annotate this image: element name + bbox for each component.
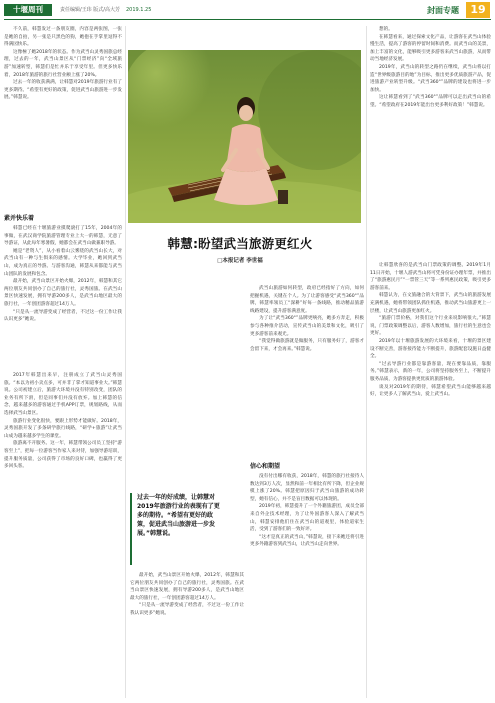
article-photo [128,50,361,223]
issue-date: 2019.1.25 [125,7,152,13]
paragraph: 武当山旅游如何转型，政府已经指好了方向，如何把握机遇，关键在个人。为了让游客感受“武当360°”品牌，韩慧率领员工“深耕”好每一条线路，推动精品旅游线路建设，提升游客满意度。 [250,286,364,314]
article-column-2 [130,572,244,698]
paragraph: 这让韩慧看到了“武当360°”品牌可以走出武当山的希望。“希望政府在2019年能出台更多利好政策！”韩慧说。 [370,95,491,108]
paragraph: 旅游行业变化很快，要跟上形势才能做好。2018年，灵秀国旅开发了多条研学旅行线路，“研学+旅游”让武当山成为越来越多学生的课堂。 [4,418,122,439]
paragraph: 2019年，武当山的转型之路仍在继续，武当山将以打造“世界级旅游目的地”为目标，推出更多优质旅游产品，促进旅游产业转型升级。“武当360°”品牌的建设也将进一步加快。 [370,64,491,93]
paragraph: “这才是真正的武当山，”韩慧说，接下来她还将引进更多外籍游客到武当山，让武当山走向世界。 [250,534,364,548]
column-divider [125,26,126,698]
section-title: 封面专题 [427,6,459,15]
paragraph: 为了让“武当360°”品牌更响亮，她多方奔走，积极参与各种推介活动，宣传武当山的美景和文化，吸引了更多游客前来观光。 [250,316,364,337]
paragraph: 2019年以十堰旅游发展的大环境来看，十堰的景区建设不断完善，游客接待能力不断提升，旅游配套设施日益健全。 [370,338,491,360]
paragraph: 不久前，韩慧发过一条朋友圈，内容是两张图，一张是她的自拍，另一张是只黑色的狗，她抱在手掌里逗得不得满园快乐。 [4,27,122,48]
header-rule [4,19,491,20]
paragraph: 旅游离不开服务。这一年，韩慧带领公司员工坚持“游客至上”，把每一位游客当作家人来对待，加强导游培训，提升服务质量，公司获得了市场的良好口碑，也赢得了更多回头客。 [4,441,122,470]
paragraph: 想的。 [379,27,393,32]
guzheng-player-photo [128,50,361,223]
article-column-3 [250,285,364,460]
article-column-1c [4,372,122,698]
editor-credits [60,6,151,13]
article-column-5 [370,26,491,260]
article-column-1 [4,26,122,212]
article-column-1b [4,212,122,372]
paragraph: 韩慧已经在十堰旅游业摸爬滚打了15年，2004年的事做，在武汉商学院旅游管理专业上大一的韩慧，无意了导游证，从此每年寒暑假，她都会在武当山做兼职导游。 [4,226,122,247]
article-column-5b [370,262,491,698]
paragraph: 在韩慧看来，通过探索文化产品，让游客在武当山体验慢生活，提高了游客的停留时间和消费。而武当山的美景，加上丰富的文化，能够吸引更多游客来武当山旅游，从而带动当地经济发展。 [370,34,491,63]
paragraph: 她是“老资人”，从小看着山云雾绕的武当山长大，对武当山有一种与生俱来的感情。大学毕业，她回到武当山，成为真正的导游。与游客沟通，韩慧从来都能与武当山团队的发展和包含。 [4,248,122,277]
paragraph: 韩慧认为，在文旅融合的大背景下，武当山的旅游发展充满机遇，她将带领团队抓住机遇，推动武当山旅游更上一层楼，让武当山旅游更加红火。 [370,293,491,314]
pull-quote-text: 过去一年的好成绩，让韩慧对2019年旅游行业的表现有了更多的期待。“希望有更好的政策，促进武当山旅游进一步发展。”韩慧说。 [137,494,220,537]
pull-quote [130,493,224,565]
paragraph: 过去一年的收获满满，让韩慧对2019年旅游行业有了更多期待。“希望有更好的政策，促进武当山旅游进一步发展。”韩慧说。 [4,80,122,101]
article-column-4 [250,460,364,698]
editor-line: 责任编辑/王玮 版式/高大芳 [60,7,120,13]
paragraph: “我觉得做旅游就是做服务，只有服务好了，游客才会留下来，才会再来。”韩慧说。 [250,339,364,352]
paragraph: 2019年初，韩慧提升了一个外籍旅游团，成员全部来自外企技术经理，为了让外国游客人深入了解武当山，韩慧安排他们住在武当山的道观里，体验道家生活，受到了游客们的一致好评。 [250,504,364,533]
article-title: 韩慧:盼望武当旅游更红火 [167,236,313,251]
paragraph: 谈及对2019年的期待，韩慧希望武当山能够越来越好，让更多人了解武当山，爱上武当山。 [370,384,491,398]
paragraph: “旅游门票价格，对我们这个行业来说影响很大。”韩慧说，门票政策调整以后，游客人数增加，旅行社的生意也会更好。 [370,316,491,337]
page-header [0,0,495,20]
subheading-2: 信心和期望 [250,463,281,470]
paragraph: 没有付出哪有收获，2018年，韩慧的旅行社接待人数达到3万人次，显然和前一年相比有所下降，但企业规模上涨了20%。韩慧把原因归于武当山旅游的成功转型，她有信心，并不是盲目数据可以体现的。 [250,474,364,502]
paragraph: 这像極了她2018年的状态。作为武当山灵秀国旅总经理，过去的一年，武当山景区从“门票经济”向“全域旅游”加速转型，韩慧们是忙并乐于享受年里。但更多快乐着，2018年旅游的旅行社营业额上涨了20%。 [4,49,122,78]
paragraph: 最开始，武当山景区开始火爆，2012年，韩慧和其它两位朋友共同创办了自己的旅行社，灵秀国旅。在武当山景区快速发展，拥有导游200多人，是武当山地区最大的旅行社，一年创团游客超过14万人。 [4,279,122,307]
paragraph: 让韩慧欣喜的是武当山门票政策的调整。2019年1月11日开始，十堰人游武当山将可凭身份证办理年票，并推出了“旅游惠民月”“一票管三天”等一系列惠民政策，吸引更多游客前来。 [370,263,491,291]
paragraph: “过去导游行业都是靠游客量，现在要靠品质，靠服务。”韩慧表示，新的一年，公司将坚持服务至上，不断提升服务品质，为游客提供更优质的旅游体验。 [370,361,491,382]
paragraph: 2017年韩慧出来早，注册成立了武当山灵秀国旅。“本以为初小卖点多，可并非了掌才知道事业大。”韩慧说。公司初建立后，旅游大环境并没有特别改变，团队的业务有所下滑，但是同事们并没有放弃。加上韩慧的信念，越来越多的游客通过手机APP订票，规划路线，从而选择武当山景区。 [4,373,122,416]
paragraph: “只是从一流导游变成了经营者，不过这一份工作让我认识更多”她说。 [130,603,244,616]
paragraph: 最开始，武当山景区开始火爆，2012年，韩慧和其它两位朋友共同创办了自己的旅行社，灵秀国旅。在武当山景区快速发展，拥有导游200多人，是武当山地区最大的旅行社，一年创团游客超过14万人。 [130,573,244,601]
publication-badge: 十堰周刊 [4,4,52,16]
column-divider [366,26,367,698]
page-number: 19 [466,2,490,18]
paragraph: “只是从一流导游变成了经营者，不过这一份工作让我认识更多”她说。 [4,309,122,323]
article-byline: □本报记者 李世福 [217,258,263,264]
subheading-1: 素并快乐着 [4,215,35,222]
